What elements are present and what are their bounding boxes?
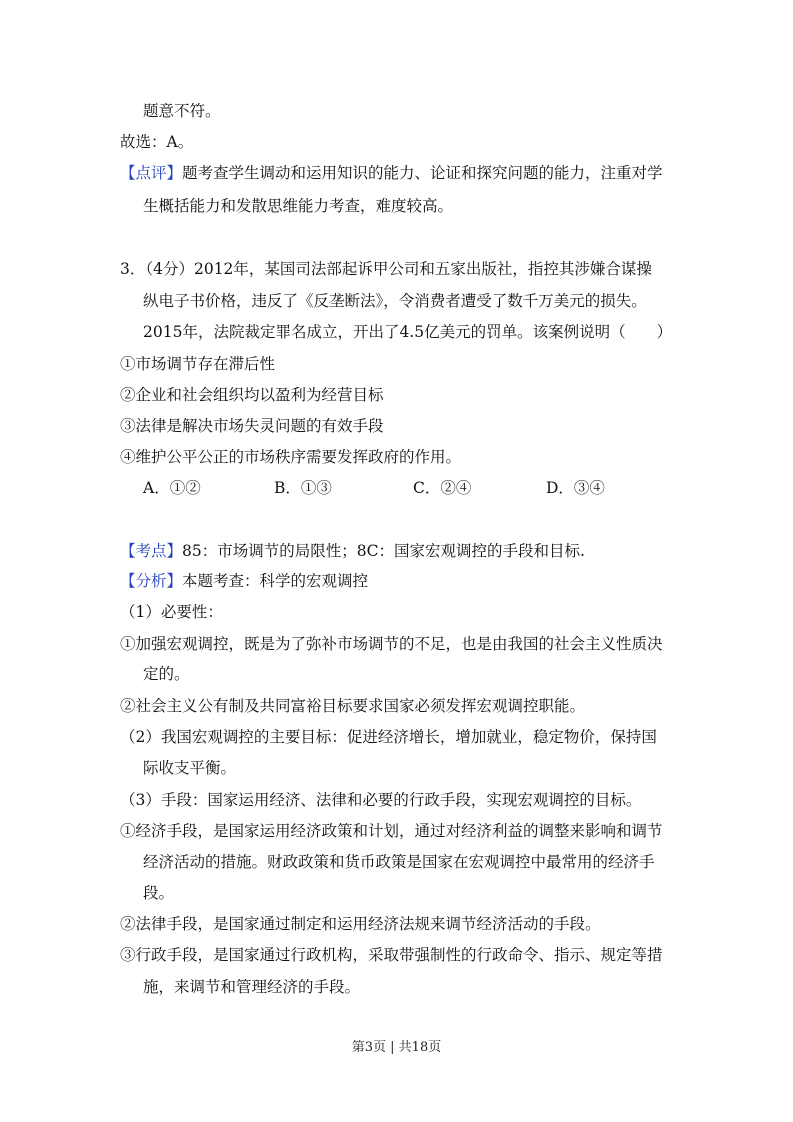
necessity-point-1b: 定的。: [143, 665, 190, 683]
prev-comment-line-2: 生概括能力和发散思维能力考查，难度较高。: [143, 197, 454, 215]
means-administrative-b: 施，来调节和管理经济的手段。: [143, 978, 361, 996]
prev-answer-choice: 故选：A。: [120, 133, 194, 151]
fenxi-tag: 【分析】: [120, 572, 183, 590]
prev-answer-tail: 题意不符。: [143, 102, 221, 120]
statement-item: ②企业和社会组织均以盈利为经营目标: [120, 386, 384, 404]
option-b: B．①③: [274, 479, 332, 497]
fenxi-text: 本题考查：科学的宏观调控: [182, 572, 369, 590]
page-footer: 第3页 | 共18页: [351, 1040, 442, 1055]
necessity-point-1a: ①加强宏观调控，既是为了弥补市场调节的不足，也是由我国的社会主义性质决: [120, 635, 663, 653]
option-c: C．②④: [413, 479, 472, 497]
means-economic-b: 经济活动的措施。财政政策和货币政策是国家在宏观调控中最常用的经济手: [143, 853, 655, 871]
means-legal: ②法律手段，是国家通过制定和运用经济法规来调节经济活动的手段。: [120, 915, 601, 933]
statement-item: ①市场调节存在滞后性: [120, 355, 276, 373]
statement-item: ③法律是解决市场失灵问题的有效手段: [120, 417, 384, 435]
statement-item: ④维护公平公正的市场秩序需要发挥政府的作用。: [120, 448, 462, 466]
means-economic-c: 段。: [143, 884, 175, 902]
comment-text-1: 题考查学生调动和运用知识的能力、论证和探究问题的能力，注重对学: [182, 164, 663, 182]
necessity-point-2: ②社会主义公有制及共同富裕目标要求国家必须发挥宏观调控职能。: [120, 697, 586, 715]
question-stem-line-1: 3．（4分）2012年，某国司法部起诉甲公司和五家出版社，指控其涉嫌合谋操: [120, 260, 652, 278]
question-stem-line-2: 纵电子书价格，违反了《反垄断法》，令消费者遭受了数千万美元的损失。: [143, 292, 647, 310]
question-stem-line-3: 2015年，法院裁定罪名成立，开出了4.5亿美元的罚单。该案例说明（ ）: [143, 323, 673, 341]
option-a: A．①②: [143, 479, 201, 497]
prev-comment-line-1: [120, 162, 663, 184]
kaodian-line: [120, 540, 585, 562]
kaodian-text: 85：市场调节的局限性；8C：国家宏观调控的手段和目标.: [182, 542, 585, 560]
fenxi-line: [120, 570, 368, 592]
means-heading: （3）手段：国家运用经济、法律和必要的行政手段，实现宏观调控的目标。: [120, 791, 642, 809]
means-economic-a: ①经济手段，是国家运用经济政策和计划，通过对经济利益的调整来影响和调节: [120, 822, 663, 840]
option-d: D．③④: [546, 479, 605, 497]
goal-line-b: 际收支平衡。: [143, 759, 237, 777]
kaodian-tag: 【考点】: [120, 542, 183, 560]
necessity-heading: （1）必要性：: [120, 603, 223, 621]
comment-tag: 【点评】: [120, 164, 183, 182]
means-administrative-a: ③行政手段，是国家通过行政机构，采取带强制性的行政命令、指示、规定等措: [120, 946, 663, 964]
goal-line-a: （2）我国宏观调控的主要目标：促进经济增长，增加就业，稳定物价，保持国: [120, 728, 657, 746]
